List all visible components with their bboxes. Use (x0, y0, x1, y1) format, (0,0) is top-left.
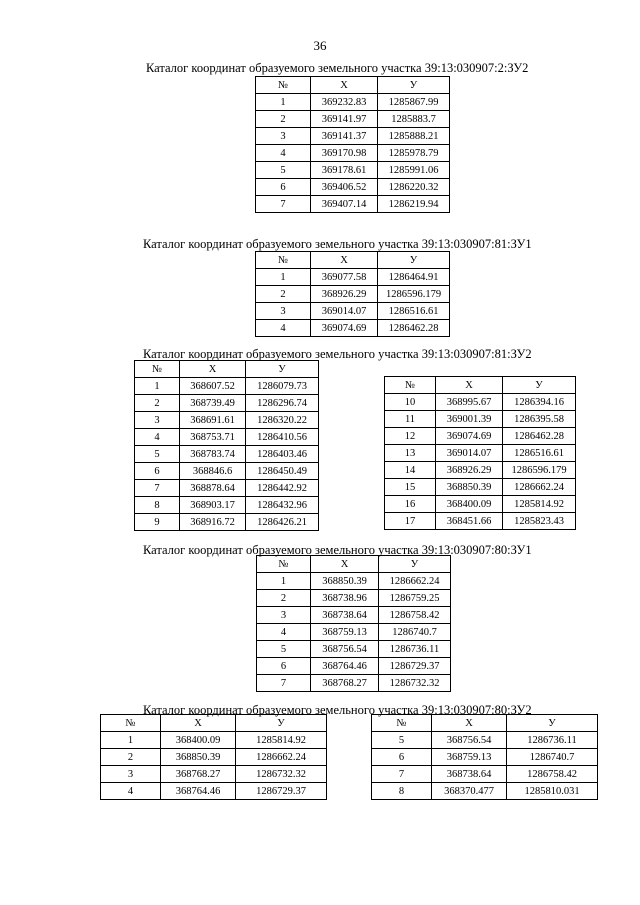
catalog-title: Каталог координат образуемого земельного участка 39:13:030907:80:ЗУ2 (143, 703, 532, 717)
table-row (135, 514, 319, 531)
cell-y: 1286758.42 (379, 607, 451, 624)
cell-y: 1286662.24 (379, 573, 451, 590)
cell-y: 1286736.11 (507, 732, 598, 749)
cell-x: 368739.49 (180, 395, 246, 412)
table-row (256, 286, 450, 303)
cell-y: 1286394.16 (503, 394, 576, 411)
cell-y: 1285978.79 (378, 145, 450, 162)
cell-y: 1286432.96 (246, 497, 319, 514)
cell-number: 2 (101, 749, 161, 766)
coordinates-table (255, 251, 450, 337)
column-header-x: X (180, 361, 246, 378)
cell-x: 368995.67 (436, 394, 503, 411)
cell-number: 1 (257, 573, 311, 590)
column-header-x: X (311, 556, 379, 573)
cell-number: 4 (101, 783, 161, 800)
cell-number: 6 (257, 658, 311, 675)
column-header-number: № (135, 361, 180, 378)
table-row (135, 480, 319, 497)
table-row (385, 411, 576, 428)
table-row (101, 732, 327, 749)
cell-y: 1286410.56 (246, 429, 319, 446)
catalog-title: Каталог координат образуемого земельного участка 39:13:030907:81:ЗУ2 (143, 347, 532, 361)
cell-number: 4 (257, 624, 311, 641)
table-row (256, 179, 450, 196)
cell-number: 16 (385, 496, 436, 513)
cell-number: 10 (385, 394, 436, 411)
table-row (256, 269, 450, 286)
cell-x: 369074.69 (311, 320, 378, 337)
coordinates-table (371, 714, 598, 800)
column-header-number: № (372, 715, 432, 732)
column-header-y: У (507, 715, 598, 732)
cell-y: 1286403.46 (246, 446, 319, 463)
column-header-number: № (256, 77, 311, 94)
cell-y: 1286740.7 (379, 624, 451, 641)
column-header-y: У (503, 377, 576, 394)
page-number: 36 (313, 38, 327, 53)
cell-y: 1286079.73 (246, 378, 319, 395)
cell-number: 7 (256, 196, 311, 213)
cell-number: 1 (256, 269, 311, 286)
column-header-x: X (311, 252, 378, 269)
cell-y: 1285814.92 (236, 732, 327, 749)
coordinates-table (256, 555, 451, 692)
cell-number: 6 (372, 749, 432, 766)
table-header-row (256, 77, 450, 94)
cell-x: 369001.39 (436, 411, 503, 428)
cell-x: 369178.61 (311, 162, 378, 179)
cell-y: 1286450.49 (246, 463, 319, 480)
cell-y: 1286729.37 (236, 783, 327, 800)
cell-x: 369077.58 (311, 269, 378, 286)
table-row (385, 428, 576, 445)
cell-y: 1286596.179 (503, 462, 576, 479)
table-header-row (257, 556, 451, 573)
table-header-row (135, 361, 319, 378)
cell-x: 368768.27 (161, 766, 236, 783)
coordinates-table (384, 376, 576, 530)
cell-y: 1285888.21 (378, 128, 450, 145)
cell-number: 7 (372, 766, 432, 783)
cell-x: 369407.14 (311, 196, 378, 213)
cell-x: 369074.69 (436, 428, 503, 445)
cell-x: 368850.39 (436, 479, 503, 496)
cell-number: 13 (385, 445, 436, 462)
table-row (257, 658, 451, 675)
cell-number: 5 (372, 732, 432, 749)
column-header-number: № (256, 252, 311, 269)
column-header-y: У (246, 361, 319, 378)
table-row (135, 378, 319, 395)
coordinates-table (100, 714, 327, 800)
cell-x: 368738.64 (432, 766, 507, 783)
coordinates-table (134, 360, 319, 531)
table-row (385, 496, 576, 513)
table-row (256, 162, 450, 179)
coordinates-table (255, 76, 450, 213)
cell-x: 368400.09 (436, 496, 503, 513)
table-row (101, 783, 327, 800)
column-header-y: У (379, 556, 451, 573)
cell-y: 1286426.21 (246, 514, 319, 531)
column-header-y: У (378, 252, 450, 269)
table-row (385, 445, 576, 462)
column-header-x: X (436, 377, 503, 394)
cell-number: 3 (257, 607, 311, 624)
table-row (256, 196, 450, 213)
table-row (135, 463, 319, 480)
cell-x: 368756.54 (311, 641, 379, 658)
column-header-x: X (432, 715, 507, 732)
cell-x: 368764.46 (161, 783, 236, 800)
cell-y: 1285810.031 (507, 783, 598, 800)
cell-number: 5 (257, 641, 311, 658)
cell-number: 1 (101, 732, 161, 749)
table-row (257, 590, 451, 607)
cell-y: 1286395.58 (503, 411, 576, 428)
cell-number: 3 (256, 128, 311, 145)
cell-number: 3 (256, 303, 311, 320)
column-header-y: У (378, 77, 450, 94)
cell-number: 11 (385, 411, 436, 428)
catalog-title: Каталог координат образуемого земельного участка 39:13:030907:2:ЗУ2 (146, 61, 529, 75)
cell-x: 368759.13 (311, 624, 379, 641)
cell-x: 368846.6 (180, 463, 246, 480)
table-row (256, 111, 450, 128)
cell-number: 6 (135, 463, 180, 480)
cell-y: 1285867.99 (378, 94, 450, 111)
cell-number: 3 (135, 412, 180, 429)
table-row (385, 394, 576, 411)
cell-y: 1286758.42 (507, 766, 598, 783)
table-row (372, 749, 598, 766)
cell-number: 4 (135, 429, 180, 446)
table-row (256, 145, 450, 162)
table-row (257, 675, 451, 692)
cell-number: 8 (135, 497, 180, 514)
cell-x: 368926.29 (311, 286, 378, 303)
cell-number: 14 (385, 462, 436, 479)
cell-x: 369232.83 (311, 94, 378, 111)
cell-x: 369406.52 (311, 179, 378, 196)
cell-y: 1286732.32 (379, 675, 451, 692)
cell-number: 7 (135, 480, 180, 497)
cell-number: 5 (256, 162, 311, 179)
cell-y: 1285823.43 (503, 513, 576, 530)
cell-x: 368753.71 (180, 429, 246, 446)
cell-y: 1286740.7 (507, 749, 598, 766)
cell-y: 1286759.25 (379, 590, 451, 607)
cell-y: 1285883.7 (378, 111, 450, 128)
cell-number: 8 (372, 783, 432, 800)
cell-x: 368764.46 (311, 658, 379, 675)
table-row (135, 446, 319, 463)
table-header-row (256, 252, 450, 269)
column-header-number: № (385, 377, 436, 394)
cell-x: 368756.54 (432, 732, 507, 749)
cell-x: 369014.07 (436, 445, 503, 462)
cell-x: 368738.64 (311, 607, 379, 624)
cell-number: 1 (135, 378, 180, 395)
cell-number: 4 (256, 145, 311, 162)
cell-x: 368850.39 (161, 749, 236, 766)
cell-x: 368768.27 (311, 675, 379, 692)
cell-number: 9 (135, 514, 180, 531)
cell-y: 1286464.91 (378, 269, 450, 286)
table-header-row (372, 715, 598, 732)
cell-y: 1286219.94 (378, 196, 450, 213)
cell-y: 1286516.61 (378, 303, 450, 320)
cell-x: 368850.39 (311, 573, 379, 590)
cell-number: 2 (135, 395, 180, 412)
column-header-number: № (257, 556, 311, 573)
cell-y: 1286462.28 (503, 428, 576, 445)
cell-x: 368783.74 (180, 446, 246, 463)
table-header-row (385, 377, 576, 394)
table-row (385, 462, 576, 479)
cell-y: 1286516.61 (503, 445, 576, 462)
cell-y: 1286462.28 (378, 320, 450, 337)
cell-x: 368400.09 (161, 732, 236, 749)
cell-y: 1286220.32 (378, 179, 450, 196)
cell-number: 7 (257, 675, 311, 692)
cell-y: 1286732.32 (236, 766, 327, 783)
cell-y: 1286596.179 (378, 286, 450, 303)
cell-number: 17 (385, 513, 436, 530)
cell-x: 369141.97 (311, 111, 378, 128)
table-row (101, 766, 327, 783)
cell-x: 368370.477 (432, 783, 507, 800)
cell-x: 369170.98 (311, 145, 378, 162)
cell-x: 368451.66 (436, 513, 503, 530)
table-row (256, 303, 450, 320)
cell-x: 368903.17 (180, 497, 246, 514)
table-row (257, 641, 451, 658)
catalog-title: Каталог координат образуемого земельного участка 39:13:030907:81:ЗУ1 (143, 237, 532, 251)
table-row (135, 429, 319, 446)
cell-y: 1286662.24 (236, 749, 327, 766)
table-row (256, 128, 450, 145)
cell-number: 1 (256, 94, 311, 111)
table-header-row (101, 715, 327, 732)
cell-y: 1286729.37 (379, 658, 451, 675)
cell-x: 368916.72 (180, 514, 246, 531)
cell-y: 1286442.92 (246, 480, 319, 497)
cell-number: 2 (257, 590, 311, 607)
table-row (256, 94, 450, 111)
cell-number: 4 (256, 320, 311, 337)
cell-y: 1286320.22 (246, 412, 319, 429)
table-row (257, 624, 451, 641)
cell-x: 368759.13 (432, 749, 507, 766)
cell-y: 1286296.74 (246, 395, 319, 412)
table-row (372, 783, 598, 800)
table-row (257, 607, 451, 624)
cell-number: 6 (256, 179, 311, 196)
cell-number: 3 (101, 766, 161, 783)
table-row (135, 412, 319, 429)
column-header-y: У (236, 715, 327, 732)
table-row (101, 749, 327, 766)
column-header-x: X (311, 77, 378, 94)
cell-x: 369014.07 (311, 303, 378, 320)
cell-x: 368607.52 (180, 378, 246, 395)
column-header-x: X (161, 715, 236, 732)
cell-y: 1285991.06 (378, 162, 450, 179)
table-row (135, 395, 319, 412)
table-row (257, 573, 451, 590)
cell-number: 15 (385, 479, 436, 496)
cell-x: 368878.64 (180, 480, 246, 497)
cell-x: 368926.29 (436, 462, 503, 479)
cell-x: 368738.96 (311, 590, 379, 607)
table-row (135, 497, 319, 514)
catalog-title: Каталог координат образуемого земельного участка 39:13:030907:80:ЗУ1 (143, 543, 532, 557)
table-row (385, 513, 576, 530)
table-row (385, 479, 576, 496)
cell-number: 5 (135, 446, 180, 463)
column-header-number: № (101, 715, 161, 732)
cell-y: 1286662.24 (503, 479, 576, 496)
cell-number: 2 (256, 111, 311, 128)
cell-y: 1286736.11 (379, 641, 451, 658)
cell-number: 2 (256, 286, 311, 303)
table-row (372, 732, 598, 749)
table-row (372, 766, 598, 783)
cell-y: 1285814.92 (503, 496, 576, 513)
cell-x: 368691.61 (180, 412, 246, 429)
cell-number: 12 (385, 428, 436, 445)
cell-x: 369141.37 (311, 128, 378, 145)
table-row (256, 320, 450, 337)
